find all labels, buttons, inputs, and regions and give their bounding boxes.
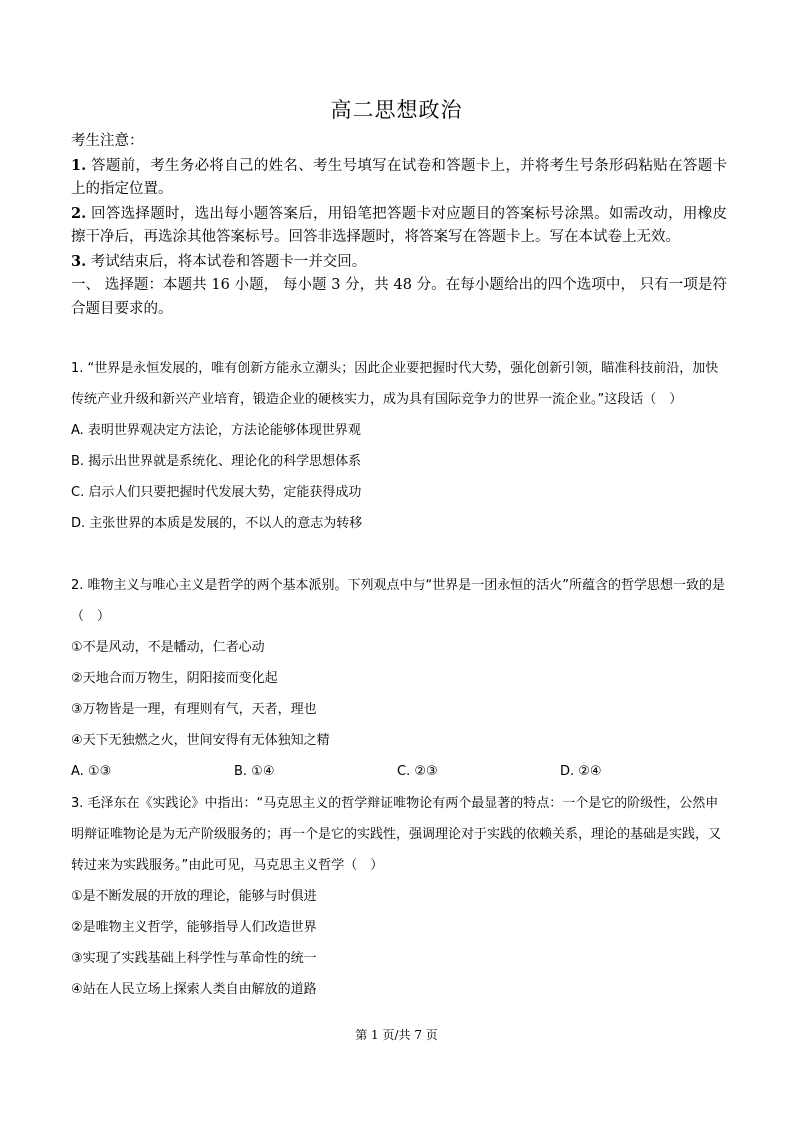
option-a: A. 表明世界观决定方法论，方法论能够体现世界观	[71, 423, 361, 438]
statement-3: ③万物皆是一理，有理则有气，天者，理也	[71, 702, 317, 717]
option-a: A. ①③	[71, 764, 112, 779]
notice-item-text: 考试结束后，将本试卷和答题卡一并交回。	[90, 253, 367, 270]
notice-item-number: 1.	[71, 156, 87, 174]
statement-1: ①不是风动，不是幡动，仁者心动	[71, 640, 265, 655]
notice-item-text: 回答选择题时，选出每小题答案后，用铅笔把答题卡对应题目的答案标号涂黑。如需改动，用橡皮擦干净后，再选涂其他答案标号。回答非选择题时，将答案写在答题卡上。写在本试卷上无效。	[71, 205, 727, 245]
notice-item-number: 2.	[71, 204, 87, 222]
statement-3: ③实现了实践基础上科学性与革命性的统一	[71, 951, 317, 966]
option-b: B. 揭示出世界就是系统化、理论化的科学思想体系	[71, 454, 362, 469]
option-b: B. ①④	[234, 764, 275, 779]
question-2	[71, 570, 731, 787]
question-stem: 1. “世界是永恒发展的，唯有创新方能永立潮头；因此企业要把握时代大势，强化创新引领，瞄准科技前沿，加快传统产业升级和新兴产业培育，锻造企业的硬核实力，成为具有国际竞争力的世界一流企业。”这段话（ ）	[71, 361, 719, 407]
notice-item-text: 答题前，考生务必将自己的姓名、考生号填写在试卷和答题卡上，并将考生号条形码粘贴在答题卡上的指定位置。	[71, 157, 727, 197]
notice-item-2	[71, 202, 727, 250]
statement-2: ②是唯物主义哲学，能够指导人们改造世界	[71, 920, 317, 935]
question-stem: 3. 毛泽东在《实践论》中指出：“马克思主义的哲学辩证唯物论有两个最显著的特点：一个是它的阶级性，公然申明辩证唯物论是为无产阶级服务的；再一个是它的实践性，强调理论对于实践的依赖关系，理论的基础是实践，又转过来为实践服务。”由此可见，马克思主义哲学（ ）	[71, 796, 722, 873]
options-row	[71, 756, 731, 787]
notice-item-3	[71, 250, 727, 275]
question-1	[71, 353, 731, 539]
statement-2: ②天地合而万物生，阴阳接而变化起	[71, 671, 278, 686]
option-d: D. 主张世界的本质是发展的，不以人的意志为转移	[71, 516, 363, 531]
option-c: C. 启示人们只要把握时代发展大势，定能获得成功	[71, 485, 362, 500]
option-d: D. ②④	[560, 764, 602, 779]
question-stem: 2. 唯物主义与唯心主义是哲学的两个基本派别。下列观点中与“世界是一团永恒的活火”所蕴含的哲学思想一致的是（ ）	[71, 578, 726, 624]
section-heading: 一、 选择题：本题共 16 小题， 每小题 3 分，共 48 分。在每小题给出的四个选项中， 只有一项是符合题目要求的。	[71, 277, 727, 317]
notice-item-number: 3.	[71, 252, 87, 270]
statement-4: ④天下无独燃之火，世间安得有无体独知之精	[71, 733, 330, 748]
notice-item-1	[71, 154, 727, 202]
option-c: C. ②③	[397, 764, 438, 779]
statement-1: ①是不断发展的开放的理论，能够与时俱进	[71, 889, 317, 904]
notice-block	[71, 130, 727, 321]
notice-heading: 考生注意：	[71, 133, 144, 149]
page-title: 高二思想政治	[330, 98, 463, 122]
statement-4: ④站在人民立场上探索人类自由解放的道路	[71, 982, 317, 997]
page-number: 第 1 页/共 7 页	[355, 1028, 438, 1042]
question-3	[71, 788, 731, 1005]
